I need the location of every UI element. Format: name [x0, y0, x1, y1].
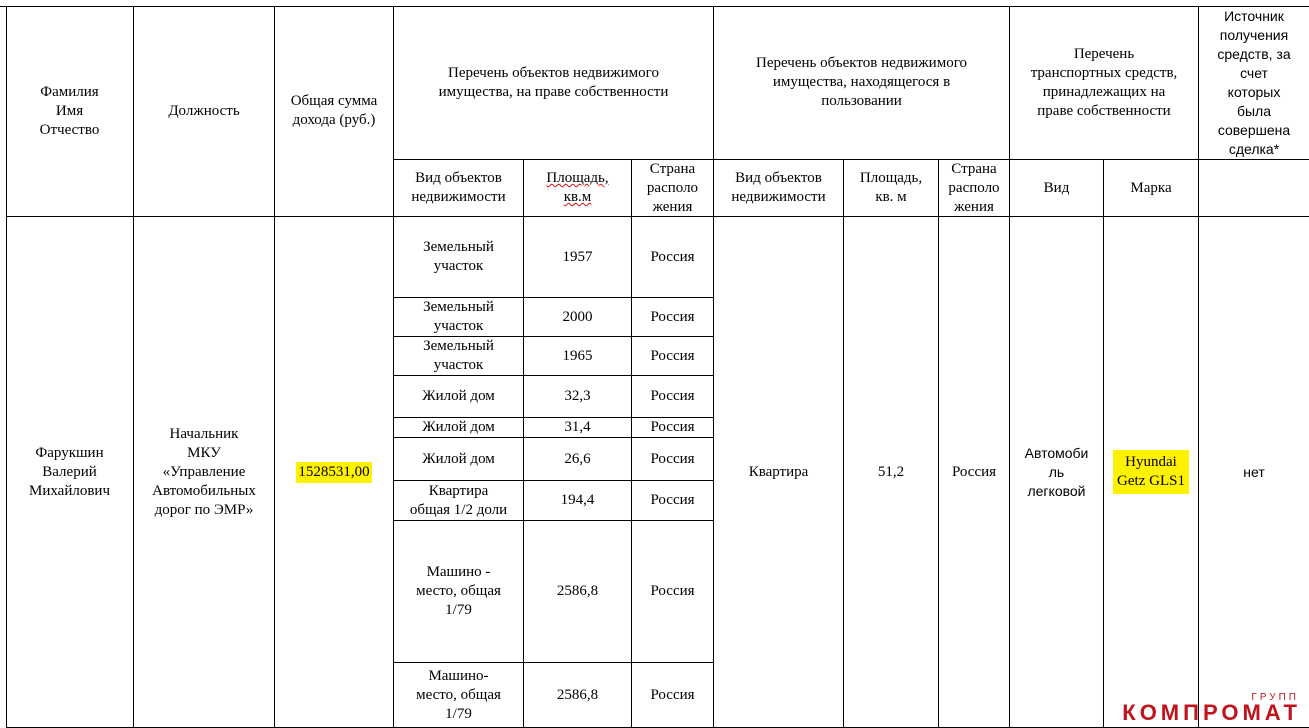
owned-country-cell: Россия [632, 217, 714, 298]
owned-type-cell: Жилой дом [394, 376, 524, 418]
kompromat-watermark [1122, 692, 1301, 726]
owned-area-cell: 31,4 [524, 418, 632, 438]
header-owned-property: Перечень объектов недвижимого имущества, на праве собственности [394, 6, 714, 160]
used-type-cell: Квартира [714, 217, 844, 728]
header-used-property: Перечень объектов недвижимого имущества, находящегося в пользовании [714, 6, 1010, 160]
header-source: Источник получения средств, за счет которых была совершена сделка* [1199, 6, 1309, 160]
owned-area-cell: 1957 [524, 217, 632, 298]
used-country-cell: Россия [939, 217, 1010, 728]
header-income: Общая сумма дохода (руб.) [275, 6, 394, 217]
owned-type-cell: Квартира общая 1/2 доли [394, 481, 524, 521]
owned-type-cell: Машино- место, общая 1/79 [394, 663, 524, 728]
owned-area-cell: 2586,8 [524, 663, 632, 728]
owned-country-cell: Россия [632, 418, 714, 438]
header-position: Должность [134, 6, 275, 217]
header-owned-type: Вид объектов недвижимости [394, 160, 524, 217]
owned-type-cell: Земельный участок [394, 298, 524, 337]
watermark-sup: ГРУПП [1251, 692, 1299, 703]
owned-type-cell: Жилой дом [394, 438, 524, 481]
owned-type-cell: Земельный участок [394, 337, 524, 376]
owned-area-cell: 32,3 [524, 376, 632, 418]
person-name: Фарукшин Валерий Михайлович [6, 217, 134, 728]
owned-area-cell: 1965 [524, 337, 632, 376]
person-income: 1528531,00 [275, 217, 394, 728]
header-used-type: Вид объектов недвижимости [714, 160, 844, 217]
header-transport-brand: Марка [1104, 160, 1199, 217]
owned-country-cell: Россия [632, 521, 714, 663]
owned-country-cell: Россия [632, 438, 714, 481]
owned-area-cell: 26,6 [524, 438, 632, 481]
owned-area-cell: 2000 [524, 298, 632, 337]
transport-kind-cell: Автомоби ль легковой [1010, 217, 1104, 728]
owned-type-cell: Машино - место, общая 1/79 [394, 521, 524, 663]
header-owned-country: Страна располо жения [632, 160, 714, 217]
header-used-country: Страна располо жения [939, 160, 1010, 217]
used-area-cell: 51,2 [844, 217, 939, 728]
source-cell: нет [1199, 217, 1309, 728]
header-name: Фамилия Имя Отчество [6, 6, 134, 217]
owned-type-cell: Жилой дом [394, 418, 524, 438]
transport-brand-cell: Hyundai Getz GLS1 [1104, 217, 1199, 728]
header-owned-area: Площадь, кв.м [524, 160, 632, 217]
owned-country-cell: Россия [632, 481, 714, 521]
header-source-blank [1199, 160, 1309, 217]
owned-country-cell: Россия [632, 663, 714, 728]
owned-country-cell: Россия [632, 337, 714, 376]
owned-area-cell: 194,4 [524, 481, 632, 521]
owned-country-cell: Россия [632, 298, 714, 337]
owned-country-cell: Россия [632, 376, 714, 418]
header-used-area: Площадь, кв. м [844, 160, 939, 217]
watermark-main: КОМПРОМАТ [1122, 700, 1301, 725]
owned-area-cell: 2586,8 [524, 521, 632, 663]
person-position: Начальник МКУ «Управление Автомобильных дорог по ЭМР» [134, 217, 275, 728]
header-transport-kind: Вид [1010, 160, 1104, 217]
owned-type-cell: Земельный участок [394, 217, 524, 298]
header-transport: Перечень транспортных средств, принадлежащих на праве собственности [1010, 6, 1199, 160]
